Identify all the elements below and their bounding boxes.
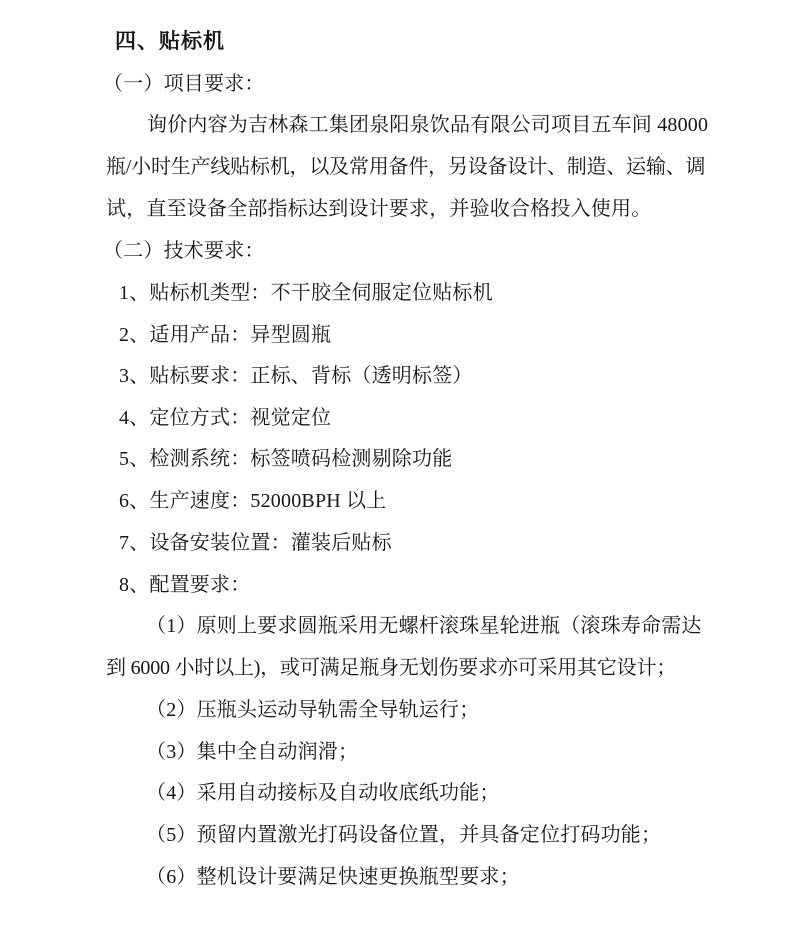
tech-requirement-item-1: 1、贴标机类型：不干胶全伺服定位贴标机 <box>119 282 493 304</box>
config-requirement-line-1-wrap: 到 6000 小时以上)，或可满足瓶身无划伤要求亦可采用其它设计； <box>106 657 677 679</box>
config-requirement-line-4: （4）采用自动接标及自动收底纸功能； <box>146 782 500 804</box>
section-2-label: （二）技术要求： <box>103 240 265 262</box>
config-requirement-line-3: （3）集中全自动润滑； <box>146 741 359 763</box>
config-requirement-line-5: （5）预留内置激光打码设备位置，并具备定位打码功能； <box>146 824 662 846</box>
section-1-paragraph-line: 试，直至设备全部指标达到设计要求，并验收合格投入使用。 <box>106 198 652 220</box>
document-title: 四、贴标机 <box>115 29 225 53</box>
config-requirement-line-1: （1）原则上要求圆瓶采用无螺杆滚珠星轮进瓶（滚珠寿命需达 <box>146 615 702 637</box>
tech-requirement-item-4: 4、定位方式：视觉定位 <box>119 407 332 429</box>
tech-requirement-item-8: 8、配置要求： <box>119 574 251 596</box>
tech-requirement-item-6: 6、生产速度：52000BPH 以上 <box>119 490 387 512</box>
tech-requirement-item-2: 2、适用产品：异型圆瓶 <box>119 324 332 346</box>
section-1-paragraph-line: 瓶/小时生产线贴标机，以及常用备件，另设备设计、制造、运输、调 <box>106 156 706 178</box>
config-requirement-line-2: （2）压瓶头运动导轨需全导轨运行； <box>146 699 480 721</box>
section-1-paragraph-line: 询价内容为吉林森工集团泉阳泉饮品有限公司项目五车间 48000 <box>147 114 709 136</box>
tech-requirement-item-5: 5、检测系统：标签喷码检测剔除功能 <box>119 448 453 470</box>
tech-requirement-item-7: 7、设备安装位置：灌装后贴标 <box>119 532 392 554</box>
tech-requirement-item-3: 3、贴标要求：正标、背标（透明标签） <box>119 365 473 387</box>
section-1-label: （一）项目要求： <box>103 73 265 95</box>
config-requirement-line-6: （6）整机设计要满足快速更换瓶型要求； <box>146 866 520 888</box>
